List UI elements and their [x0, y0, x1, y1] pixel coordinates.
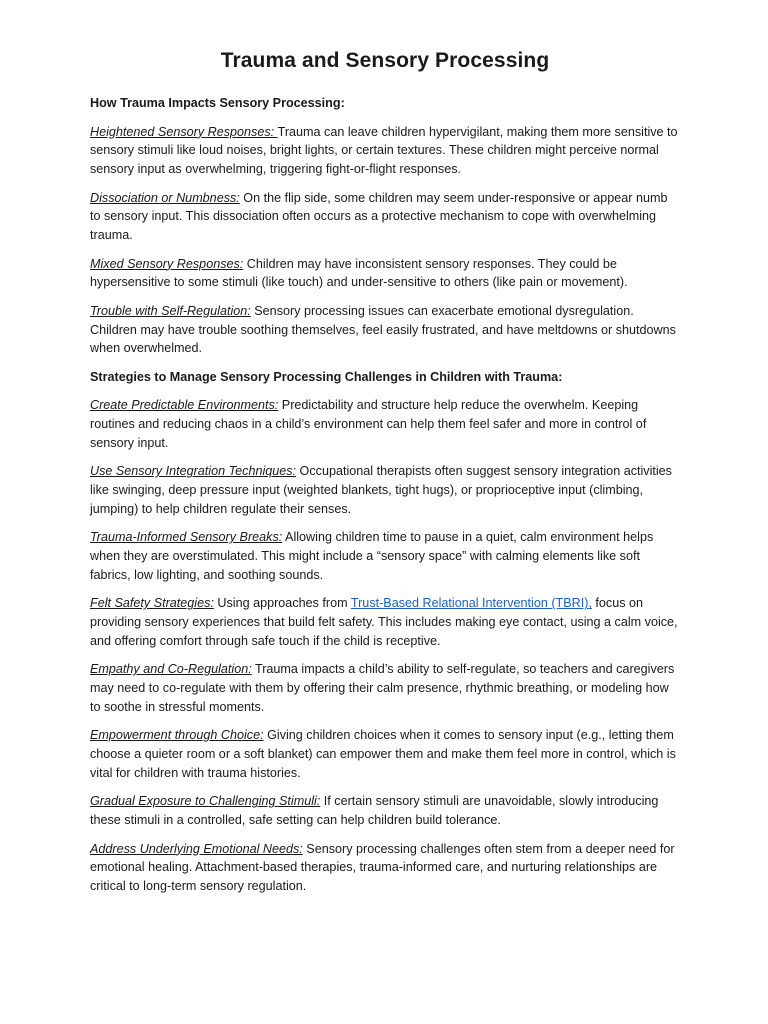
section-heading-strategies: Strategies to Manage Sensory Processing Challenges in Children with Trauma:	[90, 369, 563, 384]
paragraph-text: Predictability and structure help reduce the overwhelm. Keeping routines and reducing chaos in a child’s environment can help them feel safer and more in control of sensory input.	[90, 398, 647, 450]
paragraph-text: If certain sensory stimuli are unavoidable, slowly introducing these stimuli in a controlled, safe setting can help children build tolerance.	[90, 794, 659, 827]
paragraph-self-regulation	[90, 302, 680, 358]
document-page	[90, 46, 680, 906]
term-mixed-responses: Mixed Sensory Responses:	[90, 256, 244, 271]
term-gradual-exposure: Gradual Exposure to Challenging Stimuli:	[90, 794, 321, 809]
paragraph-text: Allowing children time to pause in a quiet, calm environment helps when they are overstimulated. This might include a “sensory space” with calming elements like soft fabrics, low lighting, and soothing sounds.	[90, 530, 654, 582]
paragraph-predictable-environments	[90, 396, 680, 452]
term-sensory-breaks: Trauma-Informed Sensory Breaks:	[90, 530, 283, 545]
paragraph-text: Sensory processing challenges often stem from a deeper need for emotional healing. Attachment-based therapies, trauma-informed care, and nurturing relationships are critical to long-term sensory regulation.	[90, 841, 675, 893]
paragraph-heightened-responses	[90, 123, 680, 179]
paragraph-empowerment	[90, 726, 680, 782]
term-dissociation: Dissociation or Numbness:	[90, 190, 240, 205]
paragraph-sensory-breaks	[90, 528, 680, 584]
term-co-regulation: Empathy and Co-Regulation:	[90, 662, 252, 677]
term-empowerment: Empowerment through Choice:	[90, 728, 264, 743]
term-felt-safety: Felt Safety Strategies:	[90, 596, 214, 611]
paragraph-text: Children may have inconsistent sensory responses. They could be hypersensitive to some stimuli (like touch) and under-sensitive to others (like pain or movement).	[90, 256, 628, 290]
term-self-regulation: Trouble with Self-Regulation:	[90, 303, 251, 318]
paragraph-felt-safety	[90, 594, 680, 650]
paragraph-mixed-responses	[90, 255, 680, 292]
term-sensory-integration: Use Sensory Integration Techniques:	[90, 464, 297, 479]
paragraph-text: Giving children choices when it comes to sensory input (e.g., letting them choose a quieter room or a soft blanket) can empower them and make them feel more in control, which is vital for children with trauma histories.	[90, 728, 676, 780]
document-title: Trauma and Sensory Processing	[220, 49, 550, 72]
paragraph-dissociation	[90, 189, 680, 245]
paragraph-text: Trauma can leave children hypervigilant, making them more sensitive to sensory stimuli like loud noises, bright lights, or certain textures. These children might perceive normal sensory input as overwhelming, triggering fight-or-flight responses.	[90, 124, 678, 176]
term-heightened-responses: Heightened Sensory Responses:	[90, 124, 278, 139]
paragraph-text: Sensory processing issues can exacerbate emotional dysregulation. Children may have trouble soothing themselves, feel easily frustrated, and have meltdowns or shutdowns when overwhelmed.	[90, 303, 676, 356]
term-predictable-environments: Create Predictable Environments:	[90, 398, 279, 413]
section-heading-impacts: How Trauma Impacts Sensory Processing:	[90, 96, 345, 110]
term-emotional-needs: Address Underlying Emotional Needs:	[90, 841, 303, 856]
paragraph-sensory-integration	[90, 462, 680, 518]
paragraph-emotional-needs	[90, 840, 680, 896]
paragraph-text: focus on providing sensory experiences that build felt safety. This includes making eye contact, using a calm voice, and offering comfort through safe touch if the child is receptive.	[90, 596, 678, 648]
tbri-link[interactable]: Trust-Based Relational Intervention (TBRI),	[350, 596, 592, 611]
paragraph-text: On the flip side, some children may seem under-responsive or appear numb to sensory input. This dissociation often occurs as a protective mechanism to cope with overwhelming trauma.	[90, 190, 668, 242]
paragraph-text: Trauma impacts a child’s ability to self-regulate, so teachers and caregivers may need to co-regulate with them by offering their calm presence, rhythmic breathing, or modeling how to soothe in stressful moments.	[90, 662, 675, 714]
paragraph-text: Using approaches from	[213, 596, 351, 611]
paragraph-co-regulation	[90, 660, 680, 716]
paragraph-text: Occupational therapists often suggest sensory integration activities like swinging, deep pressure input (weighted blankets, tight hugs), or proprioceptive input (climbing, jumping) to help children regulate their senses.	[90, 464, 672, 516]
paragraph-gradual-exposure	[90, 792, 680, 829]
